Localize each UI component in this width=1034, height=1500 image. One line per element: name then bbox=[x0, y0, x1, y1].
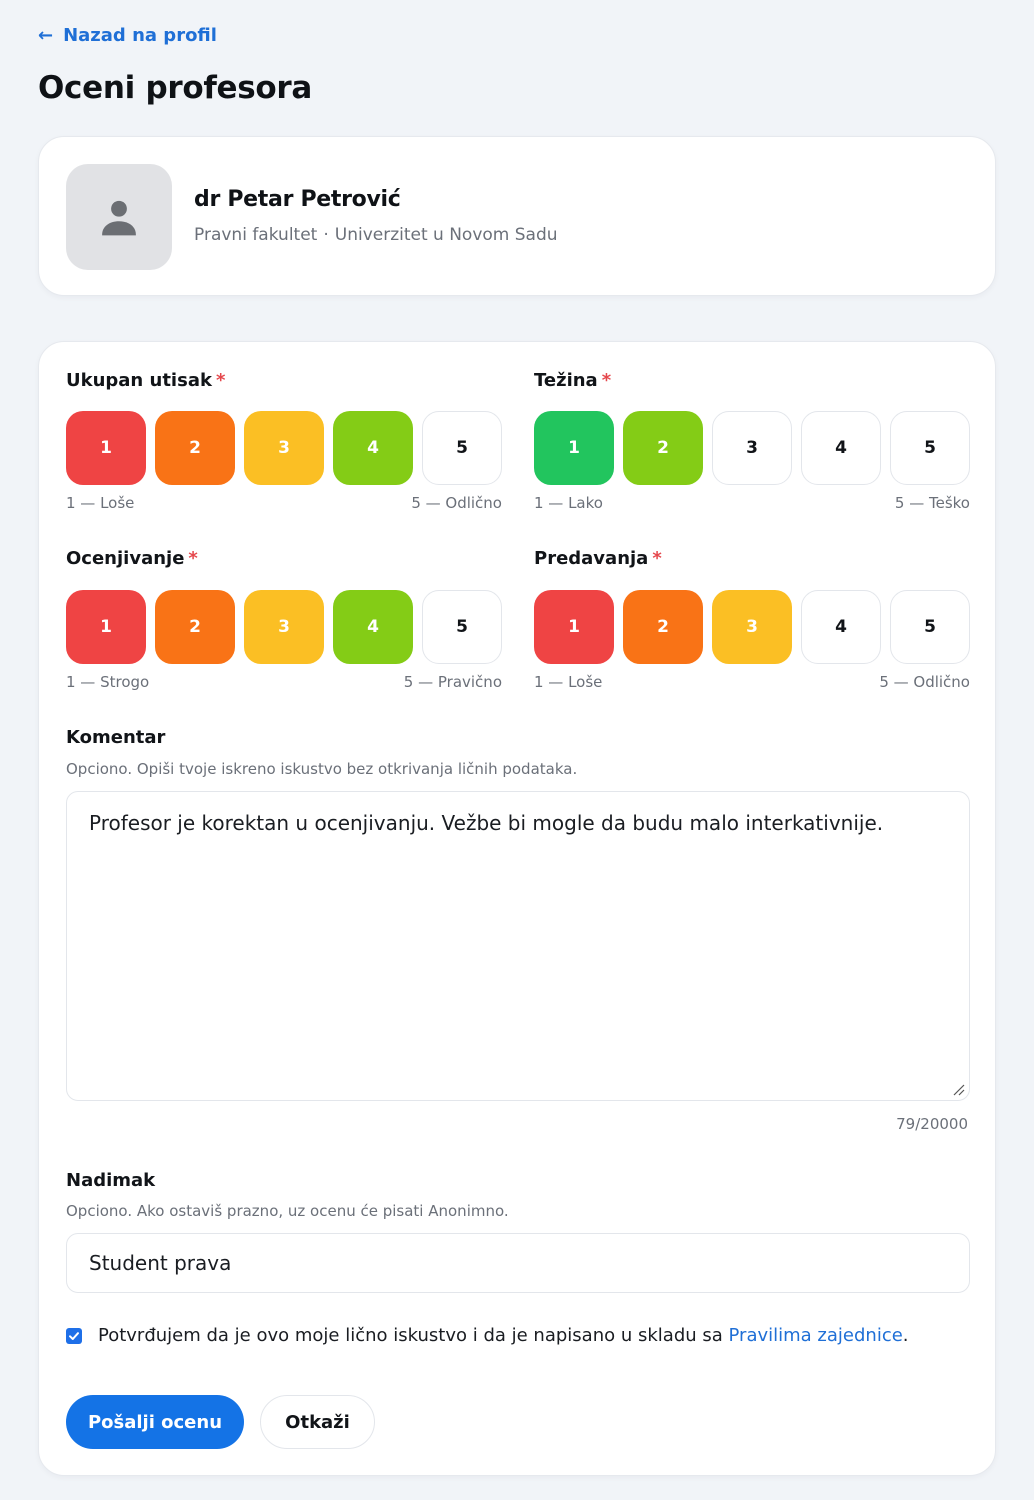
required-mark: * bbox=[601, 370, 612, 391]
scale-legend bbox=[66, 673, 502, 691]
confirm-suffix: . bbox=[902, 1325, 909, 1346]
rating-label-lectures bbox=[534, 548, 662, 569]
rating-option[interactable]: 5 bbox=[890, 411, 970, 485]
scale-max-label: 5 — Pravično bbox=[403, 673, 502, 691]
rating-option[interactable]: 4 bbox=[333, 411, 413, 485]
professor-university: Univerzitet u Novom Sadu bbox=[334, 225, 558, 245]
rating-option[interactable]: 2 bbox=[155, 590, 235, 664]
scale-min-label: 1 — Loše bbox=[66, 494, 135, 512]
rating-scale-lectures bbox=[534, 590, 970, 664]
scale-max-label: 5 — Odlično bbox=[879, 673, 970, 691]
rating-option[interactable]: 1 bbox=[534, 590, 614, 664]
community-rules-link[interactable]: Pravilima zajednice bbox=[728, 1325, 903, 1346]
rating-label-text: Težina bbox=[534, 370, 598, 391]
rating-option[interactable]: 4 bbox=[801, 411, 881, 485]
rating-option[interactable]: 5 bbox=[422, 411, 502, 485]
rating-form bbox=[38, 341, 996, 1476]
rating-label-difficulty bbox=[534, 370, 611, 391]
rating-scale-difficulty bbox=[534, 411, 970, 485]
rating-label-text: Ukupan utisak bbox=[66, 370, 212, 391]
rating-option[interactable]: 4 bbox=[801, 590, 881, 664]
rating-label-grading bbox=[66, 548, 198, 569]
comment-label: Komentar bbox=[66, 727, 166, 748]
rating-label-text: Ocenjivanje bbox=[66, 548, 185, 569]
rating-option[interactable]: 1 bbox=[66, 411, 146, 485]
user-icon bbox=[97, 195, 141, 239]
comment-textarea[interactable] bbox=[66, 791, 970, 1101]
professor-faculty: Pravni fakultet bbox=[194, 225, 318, 245]
confirm-statement: Potvrđujem da je ovo moje lično iskustvo i da je napisano u skladu sa bbox=[98, 1325, 723, 1346]
rating-label-overall bbox=[66, 370, 225, 391]
nickname-label: Nadimak bbox=[66, 1170, 156, 1191]
rating-option[interactable]: 1 bbox=[66, 590, 146, 664]
professor-card bbox=[38, 136, 996, 296]
confirm-text bbox=[98, 1325, 909, 1346]
professor-meta bbox=[194, 225, 558, 245]
rating-option[interactable]: 3 bbox=[712, 590, 792, 664]
scale-min-label: 1 — Lako bbox=[534, 494, 603, 512]
rating-option[interactable]: 2 bbox=[623, 411, 703, 485]
rating-option[interactable]: 2 bbox=[155, 411, 235, 485]
rating-label-text: Predavanja bbox=[534, 548, 649, 569]
rating-option[interactable]: 3 bbox=[244, 411, 324, 485]
scale-legend bbox=[534, 673, 970, 691]
required-mark: * bbox=[652, 548, 662, 569]
rating-scale-grading bbox=[66, 590, 502, 664]
confirm-row bbox=[66, 1325, 909, 1346]
scale-min-label: 1 — Loše bbox=[534, 673, 603, 691]
confirm-checkbox[interactable] bbox=[66, 1328, 82, 1344]
rating-option[interactable]: 5 bbox=[422, 590, 502, 664]
back-to-profile-link[interactable] bbox=[38, 22, 217, 48]
rating-scale-overall bbox=[66, 411, 502, 485]
nickname-help: Opciono. Ako ostaviš prazno, uz ocenu će pisati Anonimno. bbox=[66, 1202, 509, 1220]
nickname-input[interactable] bbox=[66, 1233, 970, 1293]
checkmark-icon bbox=[68, 1330, 80, 1342]
scale-legend bbox=[66, 494, 502, 512]
avatar bbox=[66, 164, 172, 270]
scale-max-label: 5 — Odlično bbox=[411, 494, 502, 512]
professor-name: dr Petar Petrović bbox=[194, 187, 401, 212]
scale-max-label: 5 — Teško bbox=[894, 494, 970, 512]
rating-option[interactable]: 3 bbox=[712, 411, 792, 485]
required-mark: * bbox=[188, 548, 198, 569]
rating-option[interactable]: 4 bbox=[333, 590, 413, 664]
rating-option[interactable]: 5 bbox=[890, 590, 970, 664]
resize-grip-icon[interactable] bbox=[951, 1082, 965, 1096]
arrow-left-icon: ← bbox=[38, 24, 54, 46]
required-mark: * bbox=[215, 370, 226, 391]
meta-separator: · bbox=[323, 225, 329, 245]
back-link-label: Nazad na profil bbox=[63, 24, 217, 46]
scale-min-label: 1 — Strogo bbox=[66, 673, 150, 691]
comment-help: Opciono. Opiši tvoje iskreno iskustvo bez otkrivanja ličnih podataka. bbox=[66, 760, 578, 778]
page-title: Oceni profesora bbox=[38, 70, 312, 106]
rating-option[interactable]: 3 bbox=[244, 590, 324, 664]
cancel-button[interactable]: Otkaži bbox=[260, 1395, 375, 1449]
rating-option[interactable]: 1 bbox=[534, 411, 614, 485]
submit-rating-button[interactable]: Pošalji ocenu bbox=[66, 1395, 244, 1449]
scale-legend bbox=[534, 494, 970, 512]
rating-option[interactable]: 2 bbox=[623, 590, 703, 664]
character-counter: 79/20000 bbox=[896, 1115, 968, 1133]
